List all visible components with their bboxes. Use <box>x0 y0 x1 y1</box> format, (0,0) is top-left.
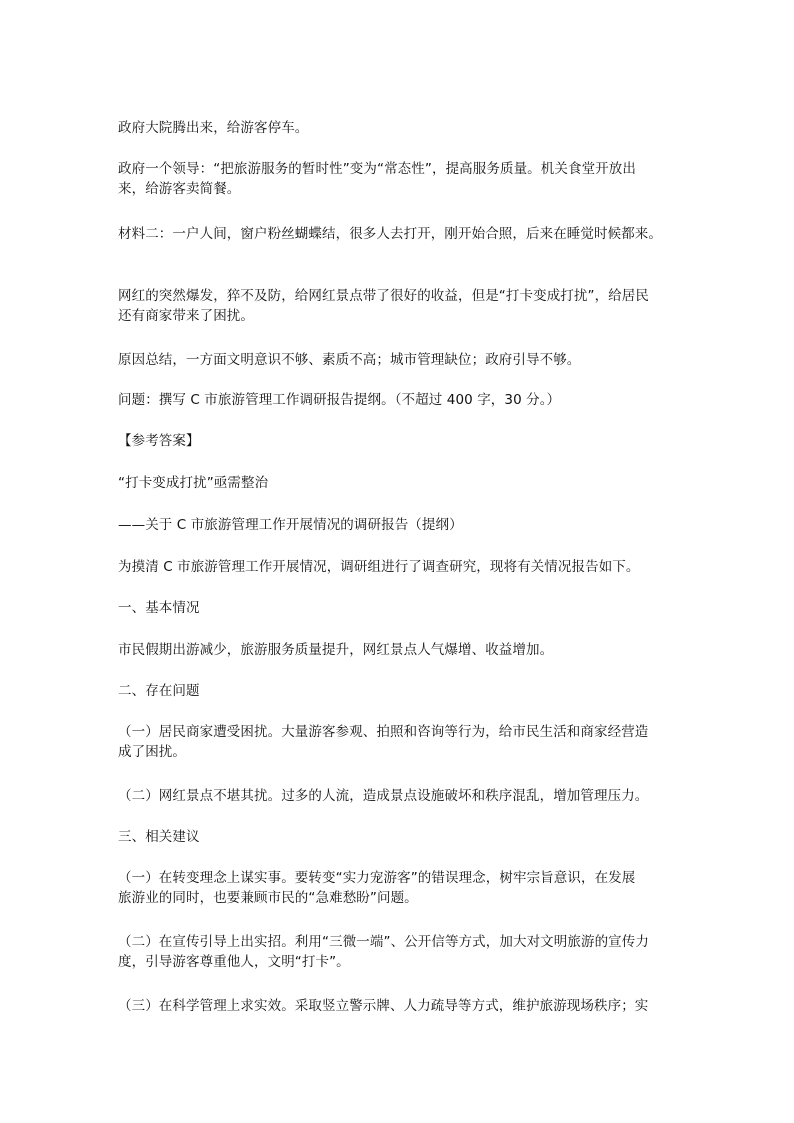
section-heading-basic: 一、基本情况 <box>118 600 200 616</box>
paragraph-basic-situation: 市民假期出游减少，旅游服务质量提升，网红景点人气爆增、收益增加。 <box>118 642 554 658</box>
paragraph-line: 来，给游客卖简餐。 <box>118 181 241 197</box>
suggestion-item-one <box>118 868 678 908</box>
paragraph-cause-summary: 原因总结，一方面文明意识不够、素质不高；城市管理缺位；政府引导不够。 <box>118 352 581 368</box>
paragraph-line: （二）在宣传引导上出实招。利用“三微一端”、公开信等方式，加大对文明旅游的宣传力 <box>118 934 649 950</box>
paragraph-line: 度，引导游客尊重他人，文明“打卡”。 <box>118 954 350 970</box>
paragraph-line: 政府一个领导：“把旅游服务的暂时性”变为“常态性”，提高服务质量。机关食堂开放出 <box>118 161 636 177</box>
suggestion-item-three: （三）在科学管理上求实效。采取竖立警示牌、人力疏导等方式，维护旅游现场秩序；实 <box>118 998 649 1014</box>
reference-answer-heading: 【参考答案】 <box>118 433 200 449</box>
problem-item-two: （二）网红景点不堪其扰。过多的人流，造成景点设施破坏和秩序混乱，增加管理压力。 <box>118 788 649 804</box>
paragraph-material-two: 材料二：一户人间，窗户粉丝蝴蝶结，很多人去打开，刚开始合照，后来在睡觉时候都来。 <box>118 226 662 242</box>
section-heading-problems: 二、存在问题 <box>118 683 200 699</box>
paragraph-parking: 政府大院腾出来，给游客停车。 <box>118 120 309 136</box>
report-subtitle: ——关于 C 市旅游管理工作开展情况的调研报告（提纲） <box>118 517 463 533</box>
paragraph-line: （一）在转变理念上谋实事。要转变“实力宠游客”的错误理念，树牢宗旨意识，在发展 <box>118 870 636 886</box>
report-intro: 为摸清 C 市旅游管理工作开展情况，调研组进行了调查研究，现将有关情况报告如下。 <box>118 559 640 575</box>
paragraph-question: 问题：撰写 C 市旅游管理工作调研报告提纲。（不超过 400 字，30 分。） <box>118 392 561 408</box>
report-title: “打卡变成打扰”亟需整治 <box>118 475 269 491</box>
paragraph-influencer-burst <box>118 286 678 326</box>
paragraph-line: 网红的突然爆发，猝不及防，给网红景点带了很好的收益，但是“打卡变成打扰”，给居民 <box>118 288 649 304</box>
suggestion-item-two <box>118 932 678 972</box>
paragraph-leader-quote <box>118 159 678 199</box>
paragraph-line: 还有商家带来了困扰。 <box>118 308 254 324</box>
paragraph-line: （一）居民商家遭受困扰。大量游客参观、拍照和咨询等行为，给市民生活和商家经营造 <box>118 724 649 740</box>
problem-item-one <box>118 722 678 762</box>
section-heading-suggestions: 三、相关建议 <box>118 829 200 845</box>
paragraph-line: 成了困扰。 <box>118 744 186 760</box>
paragraph-line: 旅游业的同时，也要兼顾市民的“急难愁盼”问题。 <box>118 890 418 906</box>
